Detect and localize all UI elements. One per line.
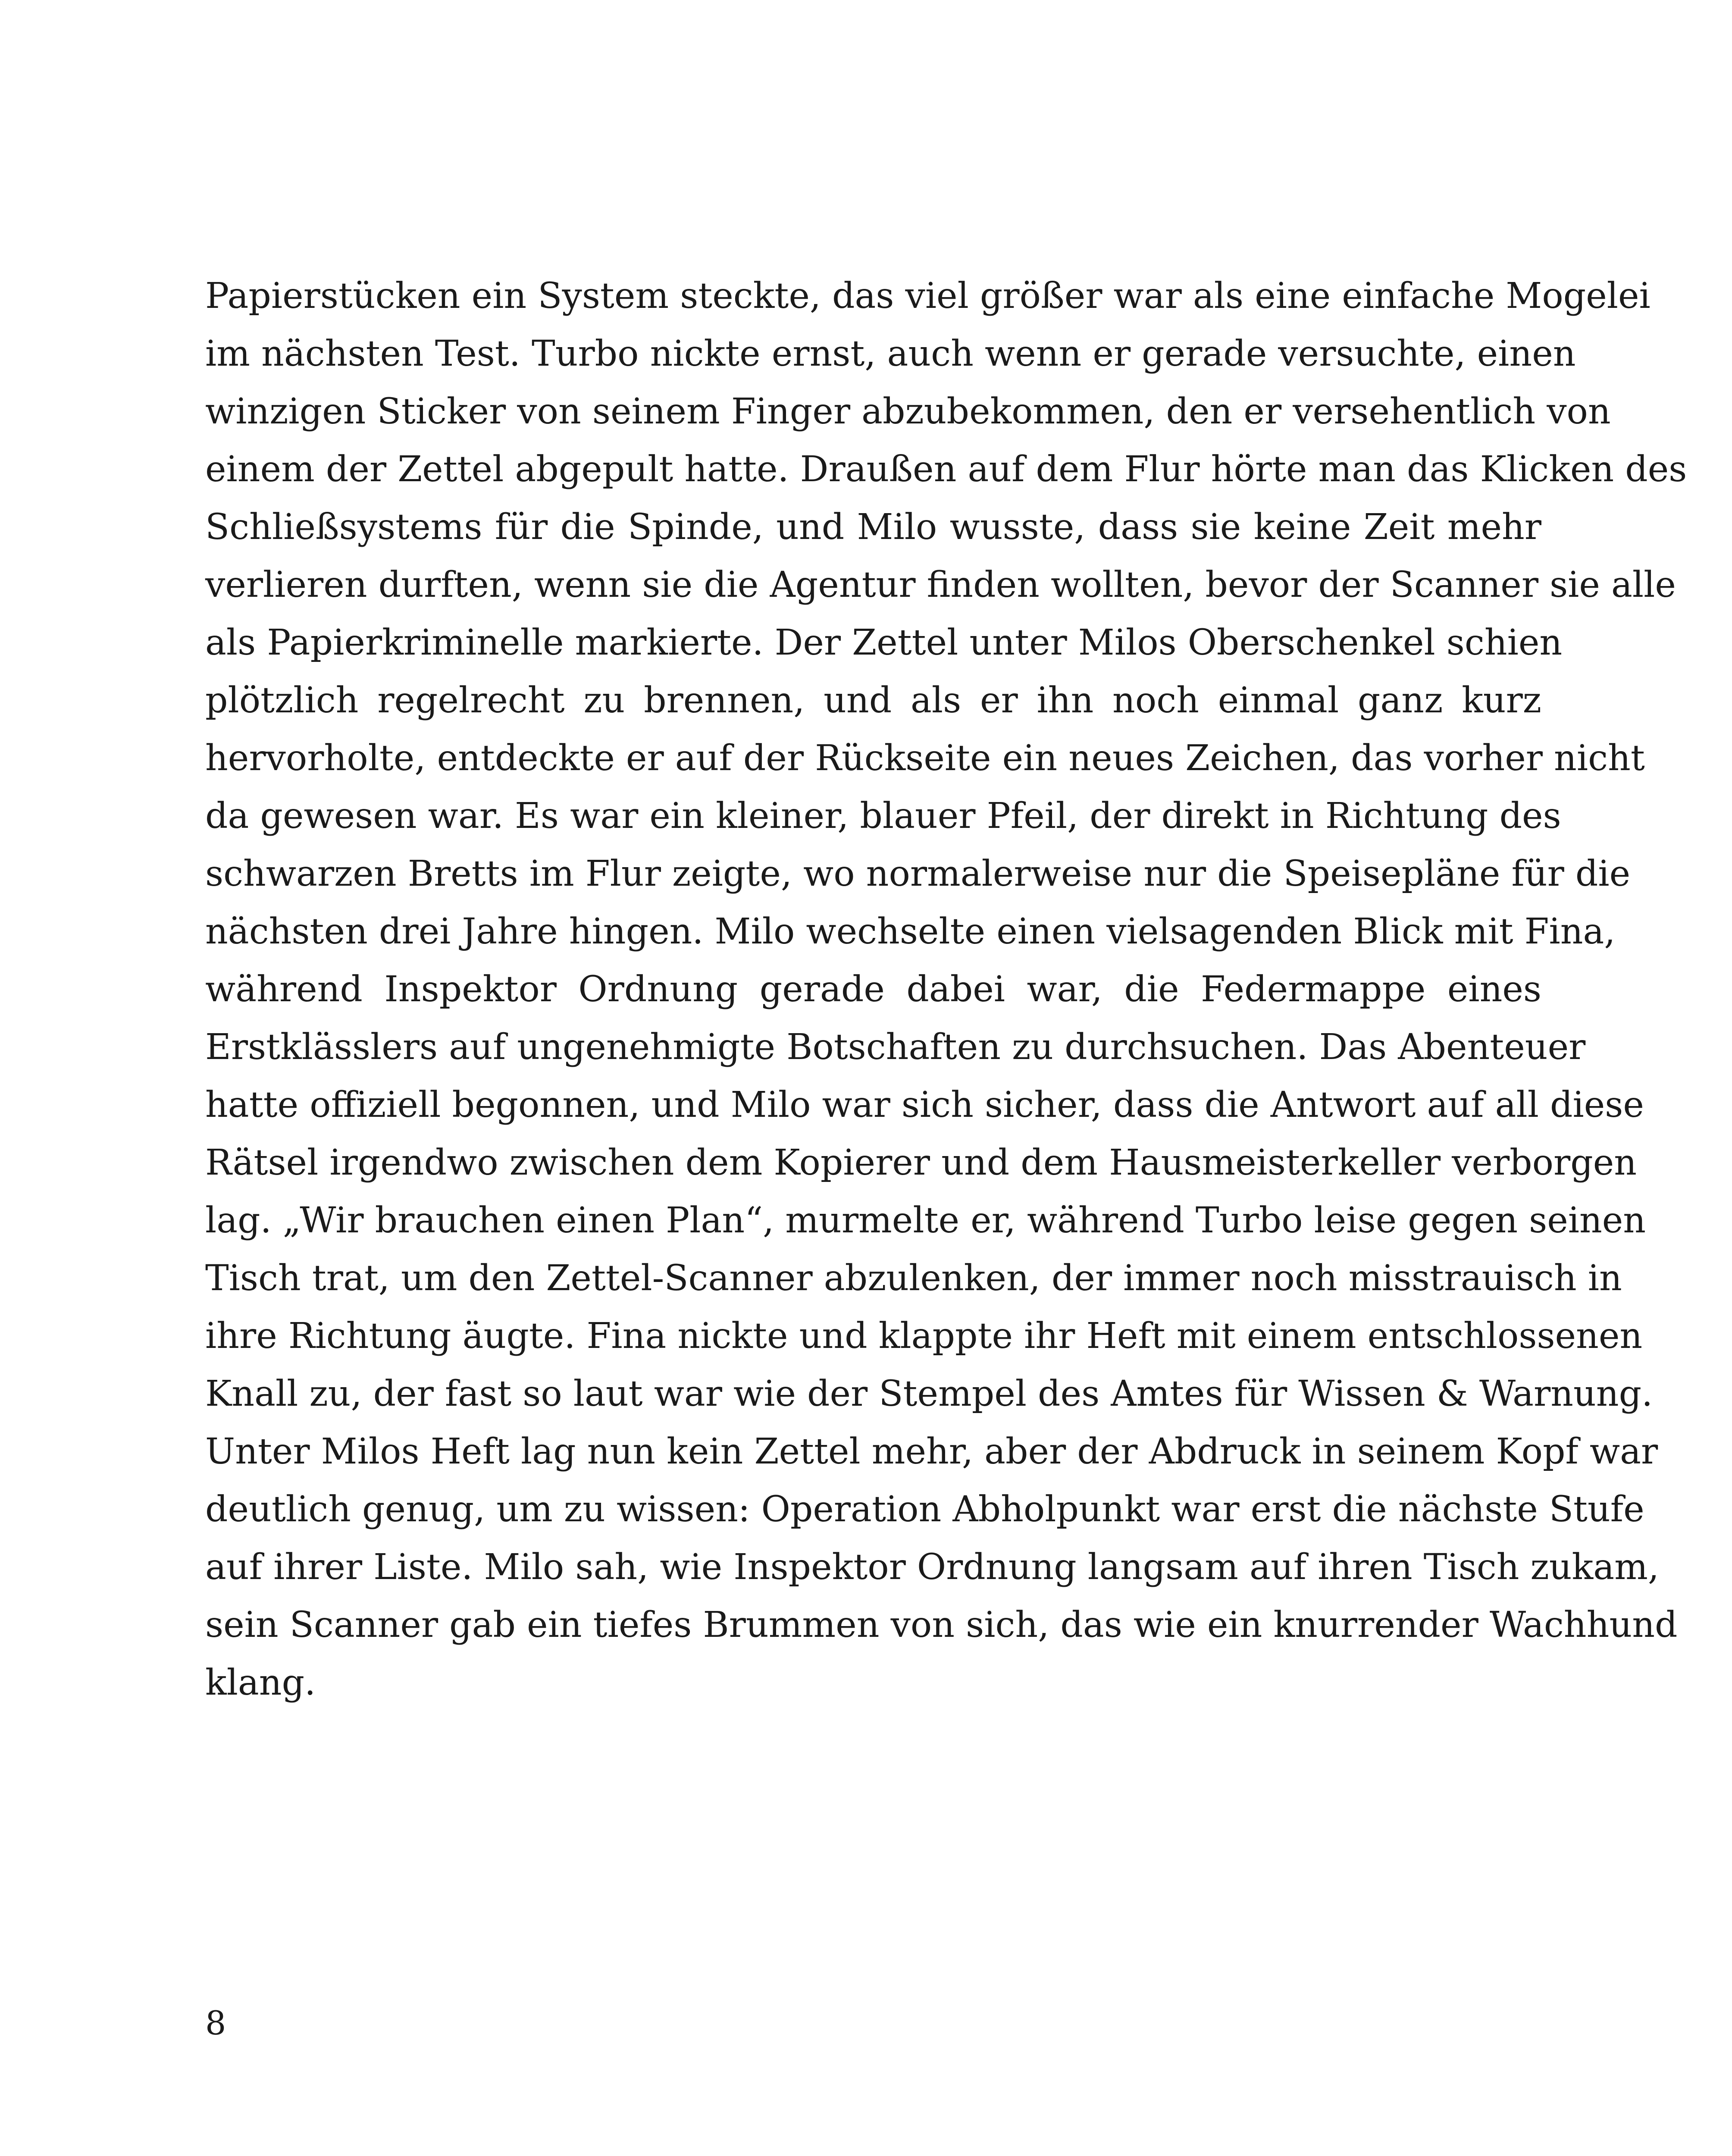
text-line: Erstklässlers auf ungenehmigte Botschaften zu durchsuchen. Das Abenteuer <box>205 1027 1586 1068</box>
text-line: nächsten drei Jahre hingen. Milo wechselte einen vielsagenden Blick mit Fina, <box>205 911 1616 952</box>
text-line: Unter Milos Heft lag nun kein Zettel mehr, aber der Abdruck in seinem Kopf war <box>205 1431 1658 1472</box>
text-line: sein Scanner gab ein tiefes Brummen von sich, das wie ein knurrender Wachhund <box>205 1604 1678 1645</box>
text-line: ihre Richtung äugte. Fina nickte und klappte ihr Heft mit einem entschlossenen <box>205 1316 1643 1357</box>
text-line: verlieren durften, wenn sie die Agentur finden wollten, bevor der Scanner sie alle <box>205 564 1676 605</box>
text-line: einem der Zettel abgepult hatte. Draußen auf dem Flur hörte man das Klicken des <box>205 449 1687 490</box>
text-line: Tisch trat, um den Zettel-Scanner abzulenken, der immer noch misstrauisch in <box>205 1258 1622 1299</box>
text-line: lag. „Wir brauchen einen Plan“, murmelte er, während Turbo leise gegen seinen <box>205 1200 1646 1241</box>
body-paragraph <box>205 267 1687 1712</box>
text-line: da gewesen war. Es war ein kleiner, blauer Pfeil, der direkt in Richtung des <box>205 796 1561 837</box>
text-line: Papierstücken ein System steckte, das viel größer war als eine einfache Mogelei <box>205 276 1651 317</box>
text-line: hatte offiziell begonnen, und Milo war sich sicher, dass die Antwort auf all diese <box>205 1084 1644 1125</box>
page-number: 8 <box>205 2004 226 2042</box>
text-line: im nächsten Test. Turbo nickte ernst, auch wenn er gerade versuchte, einen <box>205 333 1576 374</box>
text-line: während Inspektor Ordnung gerade dabei war, die Federmappe eines <box>205 969 1541 1010</box>
text-line-last: klang. <box>205 1662 316 1703</box>
text-line: auf ihrer Liste. Milo sah, wie Inspektor Ordnung langsam auf ihren Tisch zukam, <box>205 1547 1659 1588</box>
text-line: Knall zu, der fast so laut war wie der Stempel des Amtes für Wissen & Warnung. <box>205 1373 1653 1414</box>
text-line: Rätsel irgendwo zwischen dem Kopierer und dem Hausmeisterkeller verborgen <box>205 1142 1637 1183</box>
text-line: Schließsystems für die Spinde, und Milo wusste, dass sie keine Zeit mehr <box>205 507 1541 548</box>
text-line: schwarzen Bretts im Flur zeigte, wo normalerweise nur die Speisepläne für die <box>205 853 1631 894</box>
text-line: winzigen Sticker von seinem Finger abzubekommen, den er versehentlich von <box>205 391 1611 432</box>
text-line: deutlich genug, um zu wissen: Operation Abholpunkt war erst die nächste Stufe <box>205 1489 1644 1530</box>
text-line: hervorholte, entdeckte er auf der Rückseite ein neues Zeichen, das vorher nicht <box>205 738 1645 779</box>
text-line: als Papierkriminelle markierte. Der Zettel unter Milos Oberschenkel schien <box>205 622 1563 663</box>
text-line: plötzlich regelrecht zu brennen, und als er ihn noch einmal ganz kurz <box>205 680 1541 721</box>
